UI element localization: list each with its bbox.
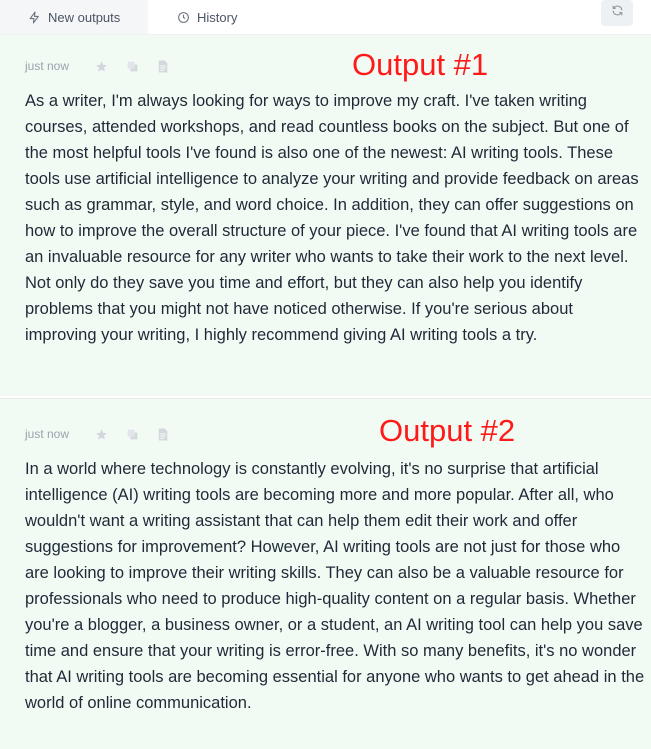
output-text: As a writer, I'm always looking for ways to improve my craft. I've taken writing courses, attended workshops, and read countless books on the subject. But one of the most helpful tools I've found is also one of the newest: AI writing tools. These tools use artificial intelligence to analyze your writing and provide feedback on areas such as grammar, style, and word choice. In addition, they can offer suggestions on how to improve the overall structure of your piece. I've found that AI writing tools are an invaluable resource for any writer who wants to take their work to the next level. Not only do they save you time and effort, but they can also help you identify problems that you might not have noticed otherwise. If you're serious about improving your writing, I highly recommend giving AI writing tools a try. [25, 92, 639, 344]
output-meta [25, 58, 187, 74]
star-icon[interactable] [94, 59, 108, 73]
copy-icon[interactable] [125, 59, 139, 73]
refresh-button[interactable] [601, 0, 633, 26]
star-icon[interactable] [94, 427, 108, 441]
output-card-1 [0, 35, 651, 396]
tab-history-label: History [197, 9, 238, 25]
top-bar [0, 0, 651, 35]
lightning-icon [27, 10, 41, 24]
output-text: In a world where technology is constantly evolving, it's no surprise that artificial intelligence (AI) writing tools are becoming more and more popular. After all, who wouldn't want a writing assistant that can help them edit their work and offer suggestions for improvement? However, AI writing tools are not just for those who are looking to improve their writing skills. They can also be a valuable resource for professionals who need to produce high-quality content on a regular basis. Whether you're a blogger, a business owner, or a student, an AI writing tool can help you save time and ensure that your writing is error-free. With so many benefits, it's no wonder that AI writing tools are becoming essential for anyone who wants to get ahead in the world of online communication. [25, 460, 645, 712]
output-card-2 [0, 398, 651, 749]
document-icon[interactable] [156, 427, 170, 441]
timestamp: just now [25, 427, 70, 441]
output-annotation: Output #2 [379, 413, 516, 448]
timestamp: just now [25, 59, 70, 73]
output-meta [25, 426, 187, 442]
output-annotation: Output #1 [352, 47, 489, 82]
copy-icon[interactable] [125, 427, 139, 441]
document-icon[interactable] [156, 59, 170, 73]
tab-new-outputs-label: New outputs [48, 9, 121, 25]
refresh-icon [611, 4, 624, 22]
clock-icon [176, 10, 190, 24]
tab-new-outputs[interactable] [0, 0, 148, 34]
tab-history[interactable] [176, 0, 237, 34]
